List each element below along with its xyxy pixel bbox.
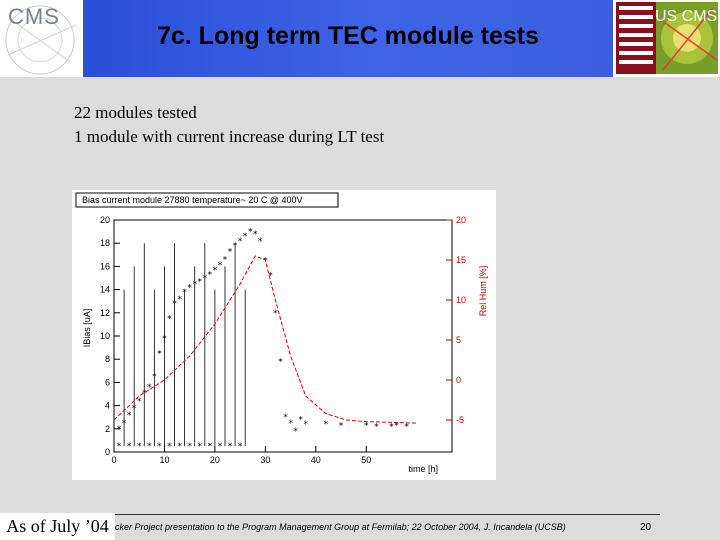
uscms-logo-text: US CMS: [655, 8, 718, 25]
date-note: As of July ’04: [0, 513, 115, 540]
data-point: *: [207, 270, 213, 281]
data-point: *: [147, 442, 152, 453]
data-point: *: [136, 442, 142, 453]
data-point: *: [268, 271, 273, 282]
data-point: *: [227, 442, 233, 453]
data-point: *: [303, 420, 308, 431]
data-point: *: [263, 256, 268, 267]
data-point: *: [177, 442, 182, 453]
data-point: *: [237, 236, 243, 247]
data-point: *: [394, 421, 399, 432]
x-tick-label: 10: [159, 455, 170, 465]
data-point: *: [258, 236, 263, 247]
data-point: *: [207, 442, 213, 453]
page-number: 20: [640, 522, 652, 533]
data-point: *: [232, 241, 238, 252]
data-point: *: [212, 265, 218, 276]
data-point: *: [202, 274, 208, 284]
uscms-logo: [613, 0, 720, 77]
data-point: *: [242, 232, 248, 243]
data-point: *: [152, 372, 157, 383]
y-tick-label: 20: [99, 215, 110, 225]
data-point: *: [187, 442, 192, 453]
data-point: *: [273, 308, 278, 319]
y2-tick-label: 5: [456, 335, 462, 345]
data-point: *: [147, 383, 152, 394]
x-tick-label: 50: [361, 455, 372, 465]
y-tick-label: 18: [99, 238, 110, 249]
data-point: *: [142, 388, 147, 399]
data-point: *: [323, 420, 329, 431]
x-tick-label: 0: [111, 455, 117, 465]
data-point: *: [283, 413, 288, 424]
data-point: *: [121, 419, 127, 429]
page-title: 7c. Long term TEC module tests: [156, 22, 539, 50]
data-point: *: [404, 422, 409, 433]
y-tick-label: 16: [99, 261, 110, 272]
data-point: *: [157, 349, 162, 360]
footer-citation: cker Project presentation to the Program Management Group at Fermilab; 22 October 2004, J. Incandela (UCSB): [115, 522, 566, 532]
data-point: *: [293, 427, 298, 438]
y2-tick-label: 20: [456, 215, 467, 225]
data-point: *: [157, 442, 162, 453]
data-point: *: [167, 442, 172, 453]
y-tick-label: 14: [99, 284, 110, 295]
y-tick-label: 0: [104, 447, 110, 457]
data-point: *: [131, 403, 137, 414]
cms-logo-text: CMS: [8, 4, 60, 29]
data-point: *: [389, 422, 394, 433]
data-point: *: [126, 442, 132, 453]
data-point: *: [162, 334, 167, 345]
chart-title: Bias current module 27880 temperature~ 20 C @ 400V: [82, 195, 303, 205]
data-point: *: [116, 442, 122, 453]
bullet-item-2: 1 module with current increase during LT test: [74, 127, 385, 146]
data-point: *: [363, 421, 369, 432]
y2-tick-label: 0: [456, 375, 462, 385]
y-tick-label: 6: [104, 377, 110, 388]
bias-current-chart: [72, 190, 496, 480]
footer-divider: [115, 514, 660, 515]
data-point: *: [227, 247, 233, 258]
x-tick-label: 40: [310, 455, 321, 465]
data-point: *: [172, 299, 177, 310]
data-point: *: [197, 442, 203, 453]
data-point: *: [222, 255, 228, 266]
data-point: *: [247, 227, 253, 238]
cms-logo: [0, 0, 83, 77]
data-point: *: [217, 261, 223, 272]
y2-axis-label: Rel Hum [%]: [478, 265, 488, 317]
data-point: *: [217, 442, 223, 453]
y-tick-label: 8: [104, 354, 110, 365]
data-point: *: [298, 415, 303, 426]
y-tick-label: 10: [99, 331, 110, 341]
y-tick-label: 4: [104, 400, 110, 411]
data-point: *: [338, 421, 344, 432]
header: [0, 0, 720, 77]
y-tick-label: 12: [99, 307, 110, 318]
bullet-list: [74, 101, 384, 149]
plot-area: [72, 190, 496, 480]
data-point: *: [167, 314, 172, 325]
data-point: *: [187, 283, 192, 294]
y2-tick-label: -5: [456, 415, 465, 425]
data-point: *: [253, 229, 258, 240]
x-tick-label: 30: [260, 455, 271, 465]
data-point: *: [126, 410, 132, 421]
humidity-line: [114, 256, 417, 423]
data-point: *: [192, 279, 197, 290]
data-point: *: [288, 419, 293, 429]
y2-tick-label: 10: [456, 295, 467, 305]
data-point: *: [116, 424, 122, 435]
data-point: *: [177, 294, 182, 305]
data-point: *: [182, 287, 187, 298]
y2-tick-label: 15: [456, 255, 467, 265]
x-tick-label: 20: [209, 455, 220, 465]
data-point: *: [237, 442, 243, 453]
data-point: *: [278, 357, 283, 368]
data-point: *: [197, 277, 203, 288]
x-axis-label: time [h]: [408, 464, 438, 474]
data-point: *: [374, 422, 379, 433]
bullet-item-1: 22 modules tested: [74, 103, 197, 122]
data-point: *: [136, 396, 142, 407]
y-tick-label: 2: [104, 423, 110, 434]
y-axis-label: IBias [uA]: [82, 308, 92, 348]
